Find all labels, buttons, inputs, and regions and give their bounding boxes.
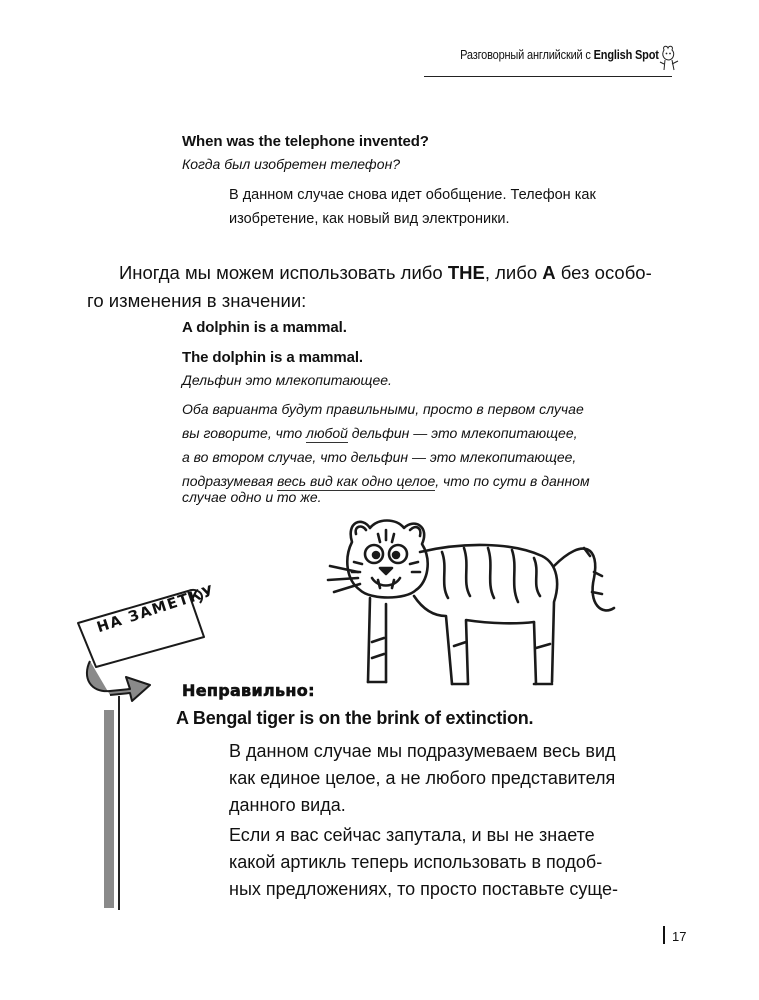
note-heading: Неправильно: (182, 681, 315, 700)
note-thin-bar (118, 696, 120, 910)
example2-russian: Дельфин это млекопитающее. (182, 372, 392, 388)
note-tag-label: НА ЗАМЕТКУ (95, 582, 218, 637)
intro-the: THE (447, 262, 485, 283)
note-p1-line2: как единое целое, а не любого представителя (229, 768, 616, 788)
intro-text: Иногда мы можем использовать либо (119, 262, 448, 283)
example1-english: When was the telephone invented? (182, 133, 429, 150)
example1-explanation-line2: изобретение, как новый вид электроники. (229, 211, 510, 227)
example2-para-line5: случае одно и то же. (182, 489, 322, 505)
example2-english1: A dolphin is a mammal. (182, 319, 347, 336)
header-rule (424, 76, 672, 77)
intro-line2: го изменения в значении: (87, 290, 307, 311)
note-p2-line1: Если я вас сейчас запутала, и вы не знаете (229, 825, 595, 845)
page-number-mark (663, 926, 665, 944)
para-text: дельфин — это млекопитающее, (347, 425, 578, 441)
para-underlined: любой (306, 425, 348, 441)
intro-a: A (542, 262, 556, 283)
intro-text: , либо (484, 262, 543, 283)
para-underlined: весь вид как одно целое (277, 473, 436, 489)
header-mascot-icon (656, 44, 682, 74)
example2-para-line1: Оба варианта будут правильными, просто в первом случае (182, 401, 584, 417)
header-title-prefix: Разговорный английский с (460, 48, 594, 62)
example1-russian: Когда был изобретен телефон? (182, 156, 401, 172)
example2-english2: The dolphin is a mammal. (182, 349, 363, 366)
para-text: подразумевая (182, 473, 278, 489)
intro-line1 (119, 258, 652, 288)
note-english: A Bengal tiger is on the brink of extinction. (176, 708, 534, 728)
example2-para-line3: а во втором случае, что дельфин — это млекопитающее, (182, 449, 577, 465)
note-p1-line1: В данном случае мы подразумеваем весь вид (229, 741, 616, 761)
para-text: , что по сути в данном (435, 473, 590, 489)
intro-text: без особо- (555, 262, 652, 283)
note-p1-line3: данного вида. (229, 795, 346, 815)
running-header (460, 48, 659, 62)
page-number: 17 (672, 929, 687, 944)
para-text: вы говорите, что (182, 425, 307, 441)
note-gray-bar (104, 710, 114, 908)
note-p2-line3: ных предложениях, то просто поставьте суще- (229, 879, 618, 899)
example2-para-line2 (182, 421, 578, 445)
example1-explanation-line1: В данном случае снова идет обобщение. Телефон как (229, 187, 596, 203)
note-p2-line2: какой артикль теперь использовать в подоб- (229, 852, 603, 872)
header-brand: English Spot (593, 48, 659, 62)
tiger-illustration (322, 512, 618, 696)
